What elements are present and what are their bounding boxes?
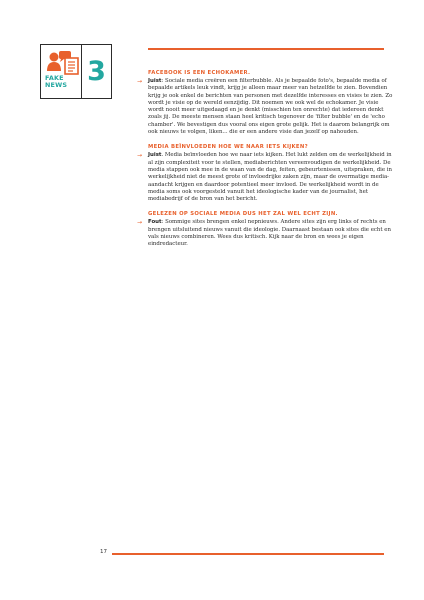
fake-label-line1: FAKE [45, 74, 64, 82]
section-heading: GELEZEN OP SOCIALE MEDIA DUS HET ZAL WEL ECHT ZIJN. [148, 211, 338, 218]
verdict-label: Fout [148, 219, 162, 226]
body-text: . Media beïnvloeden hoe we naar iets kijken. Het lukt zelden om de werkelijkheid in al zijn complexiteit voor te stellen, mediaberichten vereenvoudigen de werkelijkheid. De media stappen ook mee in de waan van de dag, feiten, gebeurtenissen, uitspraken, die in werkelijkheid niet de meest grote of invloedrijke zaken zijn, maar de overmatige media-aandacht krijgen en daardoor potentieel meer invloed. De werkelijkheid wordt in de media soms ook voorgesteld vanuit het ideologische kader van de journalist, het mediabedrijf of de bron van het bericht. [148, 152, 393, 203]
badge-number-cell [81, 44, 112, 99]
page-number: 17 [100, 549, 107, 555]
section-sociale-media [137, 211, 393, 248]
section-media-invloed [137, 144, 393, 203]
fake-news-icon [45, 50, 81, 76]
section-echokamer [137, 70, 393, 136]
badge-icon-cell [40, 44, 83, 99]
section-heading: FACEBOOK IS EEN ECHOKAMER. [148, 70, 251, 76]
fake-news-label [45, 75, 79, 89]
arrow-icon: → [137, 219, 143, 227]
section-body [137, 78, 393, 136]
section-heading: MEDIA BEÏNVLOEDEN HOE WE NAAR IETS KIJKEN? [148, 144, 308, 151]
body-text: : Sommige sites brengen enkel nepnieuws. Andere sites zijn erg links of rechts en brengen uitsluitend nieuws vanuit die ideologie. Daarnaast bestaan ook sites die echt en vals nieuws combineren. Wees dus kritisch. Kijk naar de bron en wees je eigen eindredacteur. [148, 219, 391, 248]
verdict-label: Juist [148, 78, 162, 84]
bottom-rule [112, 553, 384, 555]
content-column [137, 70, 393, 257]
arrow-icon: → [137, 152, 143, 160]
arrow-icon: → [137, 78, 143, 85]
fake-news-badge [40, 44, 112, 99]
section-body [137, 152, 393, 203]
verdict-label: Juist [148, 152, 162, 159]
top-rule [148, 48, 384, 50]
section-body [137, 219, 393, 248]
body-text: : Sociale media creëren een filterbubble. Als je bepaalde foto's, bepaalde media of bepaalde artikels leuk vindt, krijg je alleen maar meer van hetzelfde te zien. Bovendien krijg je ook enkel de berichten van personen met dezelfde interesses en visies te zien. Zo wordt je visie op de wereld eenzijdig. Dit noemen we ook wel de echokamer. Je visie wordt nooit meer uitgedaagd en je denkt (misschien ten onrechte) dat iedereen denkt zoals jij. De meeste mensen staan heel kritisch tegenover de 'filter bubble' en de 'echo chamber'. We bevestigen dus vooral ons eigen grote gelijk. Het is daarom belangrijk om ook nieuws te volgen, liken... die er een andere visie dan jezelf op nahouden. [148, 78, 393, 136]
chapter-number: 3 [87, 56, 106, 87]
fake-label-line2: NEWS [45, 81, 68, 89]
